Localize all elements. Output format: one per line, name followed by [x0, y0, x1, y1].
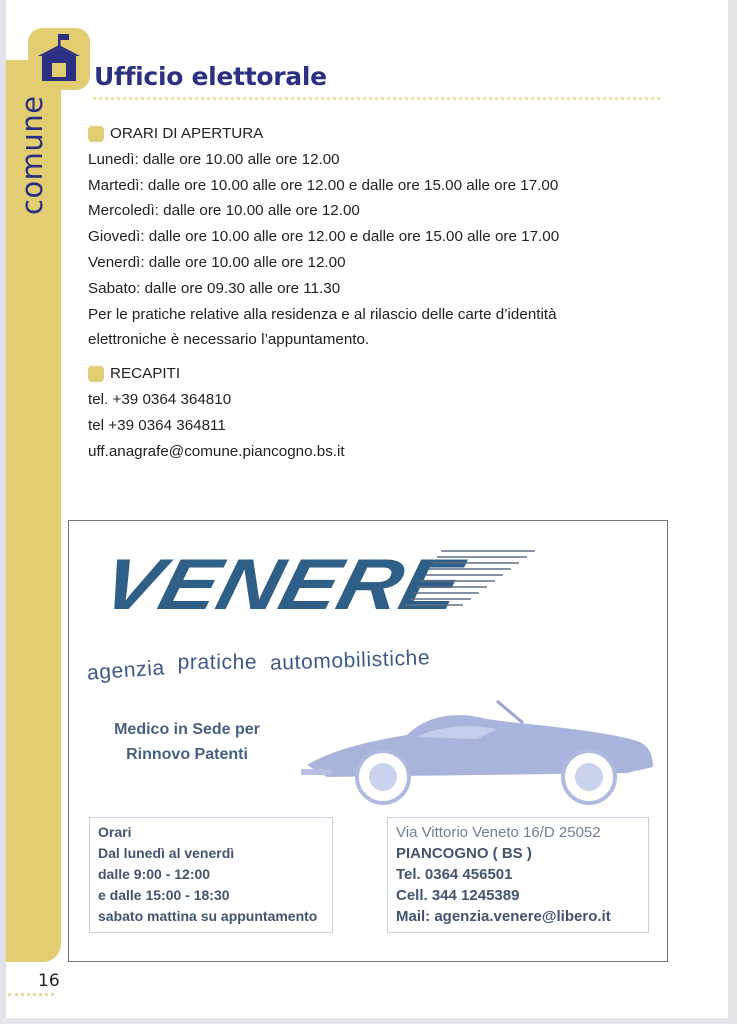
agency-tagline	[86, 646, 431, 685]
agency-hours-line: Orari	[98, 824, 132, 840]
convertible-car-icon	[297, 693, 662, 808]
title-dotted-divider	[93, 97, 660, 104]
page-edge-bottom	[0, 1018, 737, 1024]
office-info	[88, 121, 648, 464]
tagline-word: automobilistiche	[269, 646, 431, 675]
agency-phone: Tel. 0364 456501	[396, 866, 513, 883]
medical-service-note	[97, 717, 277, 767]
hours-line: Venerdì: dalle ore 10.00 alle ore 12.00	[88, 253, 346, 271]
medical-line: Medico in Sede per	[114, 721, 260, 738]
tagline-word: pratiche	[177, 651, 258, 674]
page-number: 16	[38, 971, 60, 991]
hours-line: Martedì: dalle ore 10.00 alle ore 12.00 e dalle ore 15.00 alle ore 17.00	[88, 176, 559, 194]
appointment-note: elettroniche è necessario l’appuntamento.	[88, 331, 370, 349]
hours-line: Lunedì: dalle ore 10.00 alle ore 12.00	[88, 150, 340, 168]
agency-hours-box	[89, 817, 333, 933]
page-number-dots	[8, 993, 54, 996]
page-title: Ufficio elettorale	[94, 62, 327, 91]
contacts-heading-text: RECAPITI	[110, 365, 181, 383]
advertisement-venere	[68, 520, 668, 962]
agency-mobile: Cell. 344 1245389	[396, 887, 520, 904]
section-tab-label: comune	[15, 95, 49, 215]
town-hall-icon	[36, 34, 82, 84]
contact-email: uff.anagrafe@comune.piancogno.bs.it	[88, 442, 345, 460]
hours-line: Sabato: dalle ore 09.30 alle ore 11.30	[88, 279, 341, 297]
venere-logo-text: VENERE	[95, 547, 410, 617]
agency-email: Mail: agenzia.venere@libero.it	[396, 908, 611, 925]
agency-address-box	[387, 817, 649, 933]
medical-line: Rinnovo Patenti	[126, 746, 248, 763]
contacts-heading	[88, 361, 648, 387]
header-icon-tile	[28, 28, 90, 90]
appointment-note: Per le pratiche relative alla residenza e al rilascio delle carte d’identità	[88, 305, 557, 323]
hours-line: Giovedì: dalle ore 10.00 alle ore 12.00 e dalle ore 15.00 alle ore 17.00	[88, 228, 560, 246]
hours-heading-text: ORARI DI APERTURA	[110, 125, 264, 142]
contact-phone: tel. +39 0364 364810	[88, 390, 232, 408]
yellow-square-bullet-icon	[88, 366, 104, 382]
tagline-word: agenzia	[86, 656, 166, 685]
agency-hours-line: dalle 9:00 - 12:00	[98, 866, 211, 882]
hours-line: Mercoledì: dalle ore 10.00 alle ore 12.00	[88, 202, 360, 220]
agency-city: PIANCOGNO ( BS )	[396, 845, 532, 862]
hours-heading	[88, 121, 648, 147]
page-edge-right	[728, 0, 737, 1024]
venere-logo	[95, 547, 545, 622]
contact-phone: tel +39 0364 364811	[88, 416, 226, 434]
agency-hours-line: Dal lunedì al venerdì	[98, 845, 235, 861]
agency-hours-line: e dalle 15:00 - 18:30	[98, 887, 230, 903]
yellow-square-bullet-icon	[88, 126, 104, 142]
agency-address: Via Vittorio Veneto 16/D 25052	[396, 824, 601, 841]
agency-hours-line: sabato mattina su appuntamento	[98, 908, 318, 924]
